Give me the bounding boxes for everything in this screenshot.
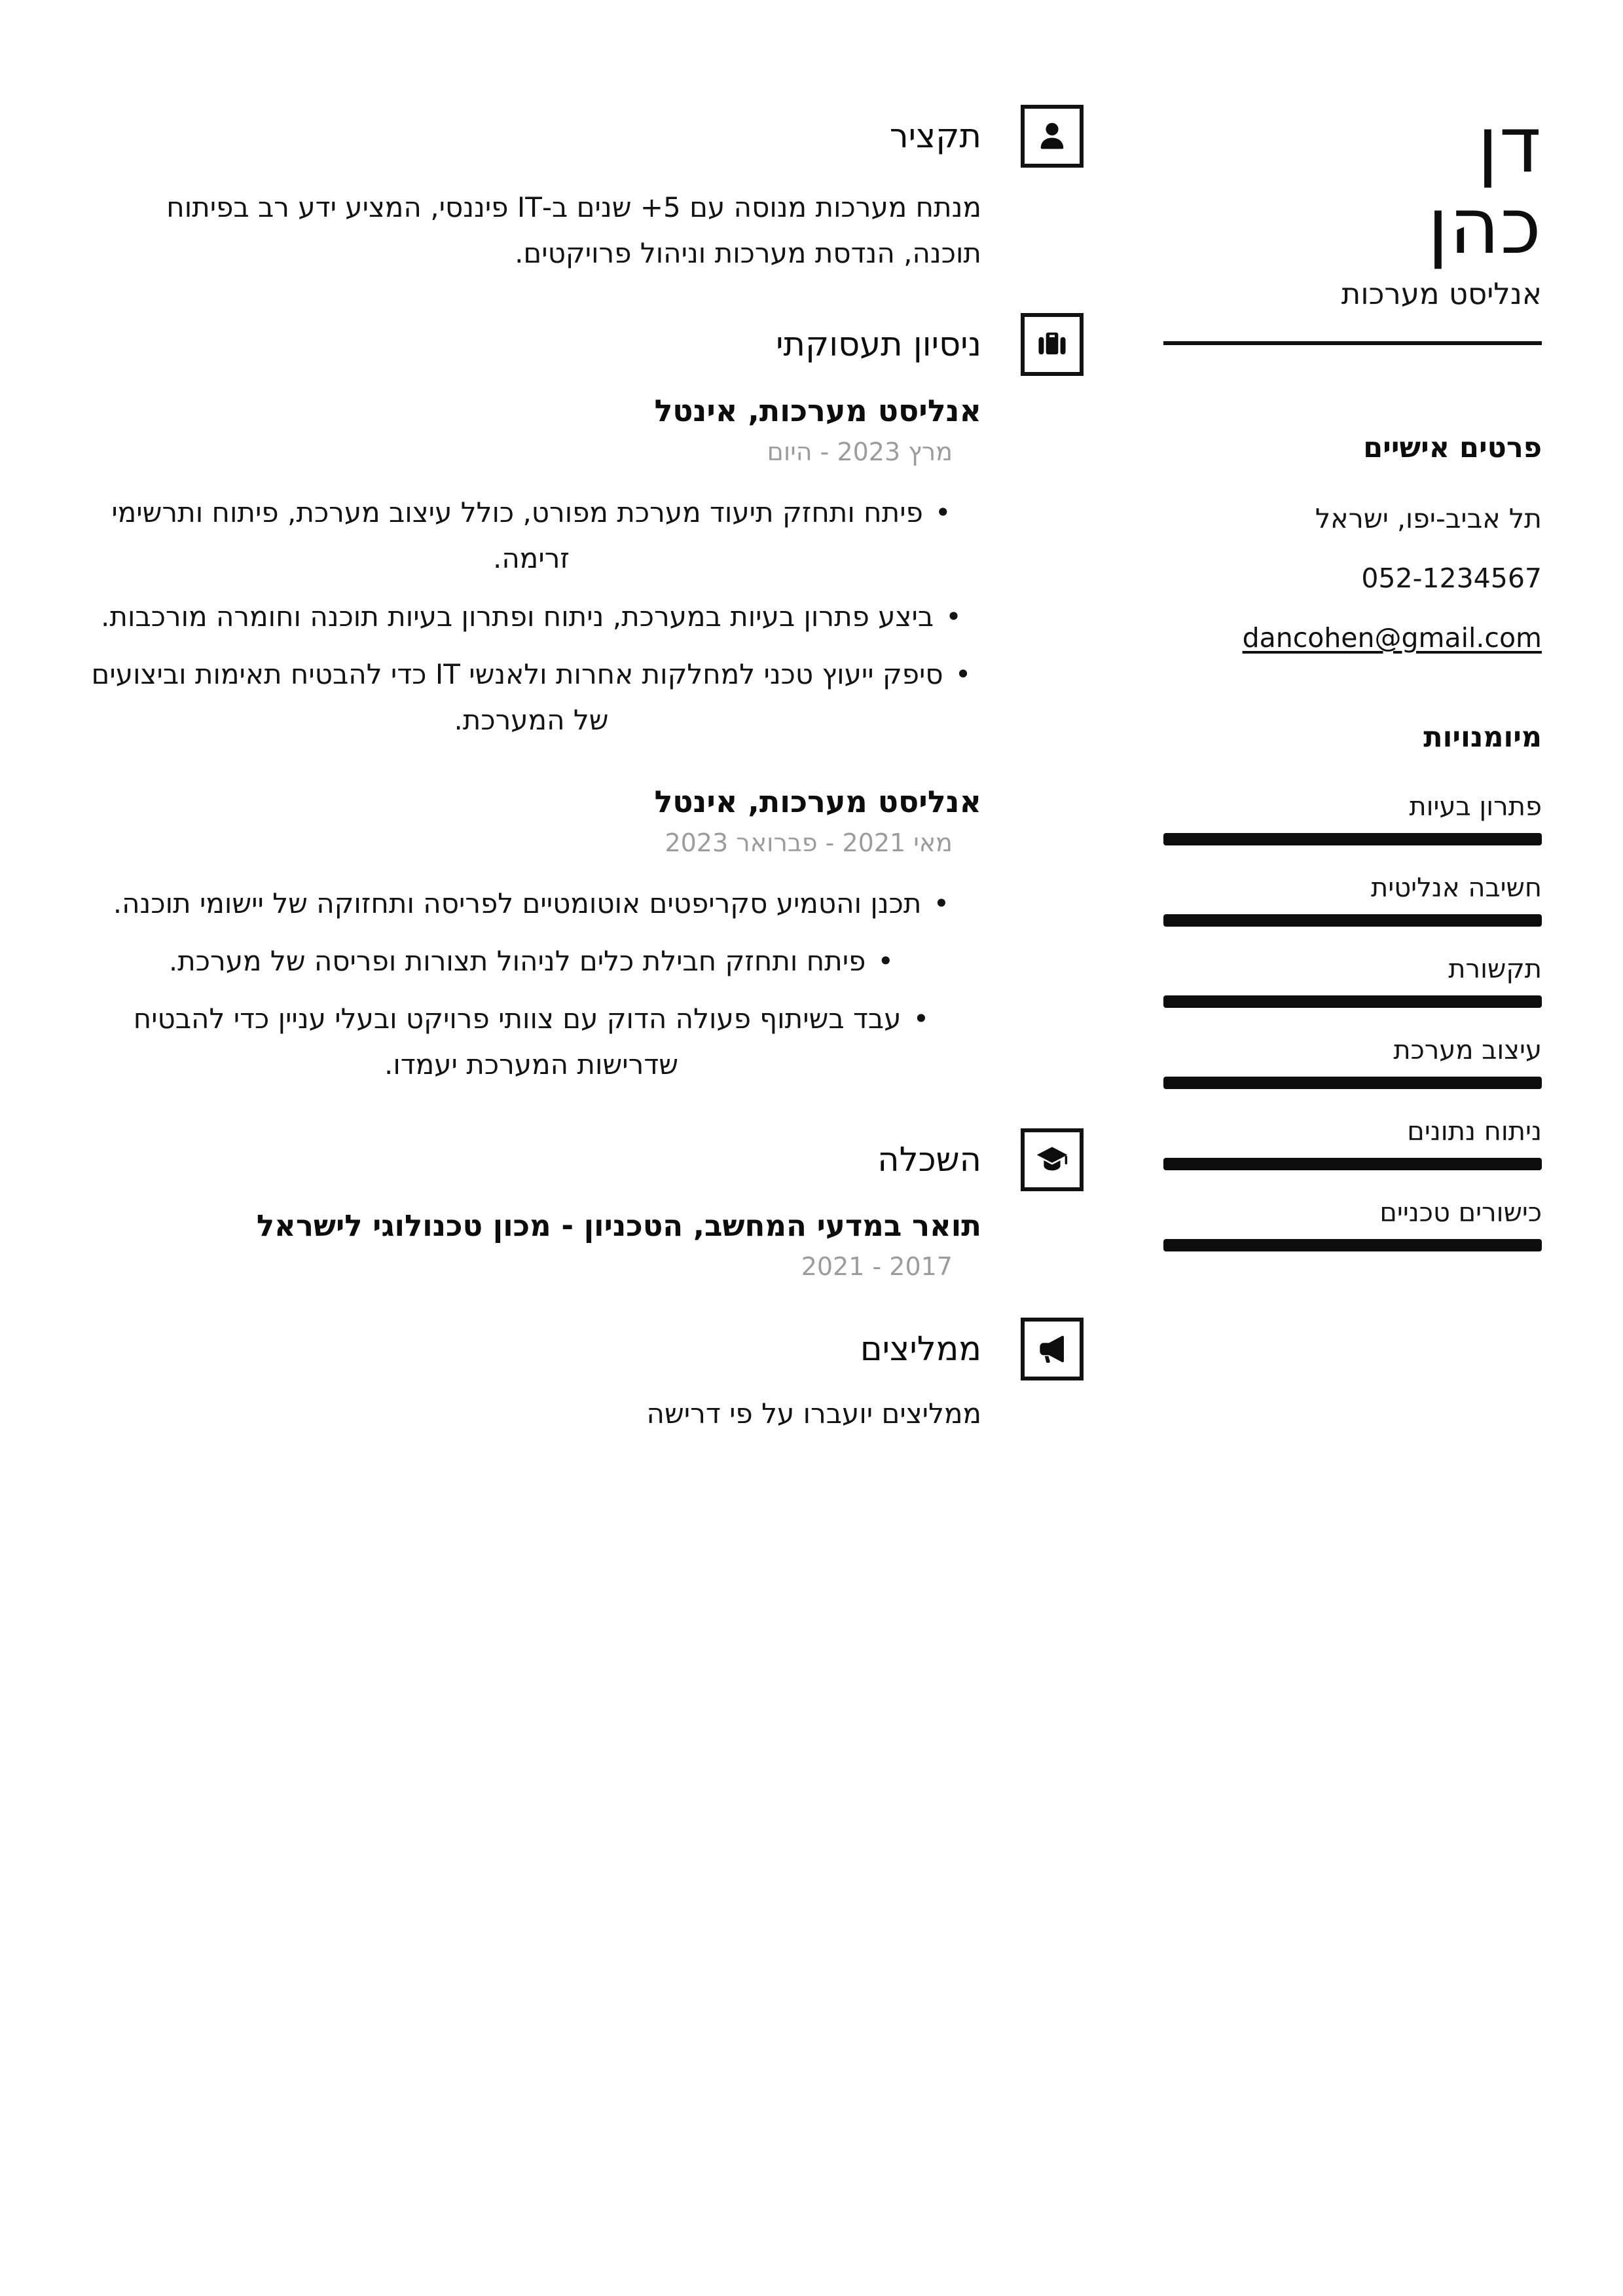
- references-header: [81, 1318, 1084, 1380]
- candidate-job-title: אנליסט מערכות: [1341, 276, 1542, 311]
- bullet-item: [81, 881, 981, 927]
- bullet-text: פיתח ותחזק חבילת כלים לניהול תצורות ופריסה של מערכת.: [168, 945, 866, 977]
- bullet-item: [81, 652, 981, 743]
- skill-item: [1163, 1198, 1542, 1251]
- location-text: תל אביב-יפו, ישראל: [1315, 502, 1542, 534]
- bullet-dot: •: [913, 1003, 930, 1035]
- person-icon: [1021, 105, 1084, 168]
- bullet-dot: •: [934, 496, 951, 529]
- summary-header: [81, 105, 1084, 168]
- bullet-dot: •: [933, 887, 950, 919]
- bullet-item: [81, 594, 981, 640]
- candidate-name: [1163, 100, 1542, 271]
- main-column: [81, 105, 1084, 2296]
- email-link[interactable]: dancohen@gmail.com: [1242, 622, 1542, 654]
- skill-label: חשיבה אנליטית: [1371, 872, 1542, 903]
- skill-label: פתרון בעיות: [1409, 791, 1542, 822]
- skill-bar: [1163, 833, 1542, 845]
- bullet-item: [81, 996, 981, 1088]
- skills-heading: מיומנויות: [1423, 720, 1542, 754]
- bullet-text: סיפק ייעוץ טכני למחלקות אחרות ולאנשי IT כדי להבטיח תאימות וביצועים של המערכת.: [91, 657, 943, 736]
- references-heading: ממליצים: [860, 1329, 981, 1369]
- education-heading: השכלה: [877, 1140, 981, 1179]
- graduation-cap-icon: [1021, 1128, 1084, 1191]
- references-text: ממליצים יועברו על פי דרישה: [646, 1398, 981, 1430]
- education-header: [81, 1128, 1084, 1191]
- skill-bar: [1163, 914, 1542, 927]
- bullet-text: פיתח ותחזק תיעוד מערכת מפורט, כולל עיצוב מערכת, פיתוח ותרשימי זרימה.: [111, 496, 923, 575]
- candidate-first-name: דן: [1477, 100, 1542, 190]
- bullet-text: תכנן והטמיע סקריפטים אוטומטיים לפריסה ותחזוקה של יישומי תוכנה.: [113, 887, 922, 919]
- job-dates: מרץ 2023 - היום: [767, 437, 953, 467]
- personal-details-heading: פרטים אישיים: [1363, 431, 1542, 464]
- skill-bar: [1163, 1077, 1542, 1089]
- phone-number: 052-1234567: [1361, 563, 1542, 595]
- skill-item: [1163, 1117, 1542, 1170]
- bullet-item: [81, 938, 981, 984]
- job-entry: [81, 393, 981, 743]
- skill-label: כישורים טכניים: [1379, 1197, 1542, 1228]
- bullet-dot: •: [955, 657, 972, 690]
- skill-item: [1163, 792, 1542, 845]
- skill-label: עיצוב מערכת: [1393, 1035, 1542, 1065]
- megaphone-icon: [1021, 1318, 1084, 1380]
- section-education: [81, 1128, 1084, 1281]
- skill-bar: [1163, 1158, 1542, 1170]
- section-summary: [81, 105, 1084, 276]
- education-dates: 2017 - 2021: [801, 1252, 953, 1282]
- skill-bar: [1163, 1239, 1542, 1251]
- bullet-item: [81, 490, 981, 582]
- skill-item: [1163, 954, 1542, 1008]
- skill-item: [1163, 1035, 1542, 1089]
- bullet-text: ביצע פתרון בעיות במערכת, ניתוח ופתרון בעיות תוכנה וחומרה מורכבות.: [101, 600, 934, 633]
- bullet-text: עבד בשיתוף פעולה הדוק עם צוותי פרויקט ובעלי עניין כדי להבטיח שדרישות המערכת יעמדו.: [133, 1003, 902, 1081]
- skill-label: תקשורת: [1448, 954, 1542, 984]
- sidebar-divider: [1163, 341, 1542, 345]
- degree-title: תואר במדעי המחשב, הטכניון - מכון טכנולוגי לישראל: [256, 1208, 981, 1244]
- job-dates: מאי 2021 - פברואר 2023: [665, 828, 953, 857]
- job-title: אנליסט מערכות, אינטל: [654, 783, 981, 819]
- section-experience: [81, 313, 1084, 1088]
- experience-heading: ניסיון תעסוקתי: [776, 325, 981, 364]
- email-row: [1163, 621, 1542, 655]
- experience-header: [81, 313, 1084, 376]
- summary-heading: תקציר: [889, 117, 981, 156]
- skill-item: [1163, 873, 1542, 927]
- job-entry: [81, 784, 981, 1088]
- skill-bar: [1163, 995, 1542, 1008]
- skill-label: ניתוח נתונים: [1407, 1116, 1542, 1147]
- bullet-dot: •: [877, 945, 894, 977]
- summary-text: מנתח מערכות מנוסה עם 5+ שנים ב-IT פיננסי, המציע ידע רב בפיתוח תוכנה, הנדסת מערכות וניהול פרויקטים.: [166, 191, 981, 270]
- briefcase-icon: [1021, 313, 1084, 376]
- sidebar: [1163, 100, 1542, 2296]
- section-references: [81, 1318, 1084, 1430]
- bullet-dot: •: [945, 600, 962, 633]
- job-title: אנליסט מערכות, אינטל: [654, 393, 981, 429]
- candidate-last-name: כהן: [1427, 180, 1542, 271]
- skills-section: [1163, 721, 1542, 1251]
